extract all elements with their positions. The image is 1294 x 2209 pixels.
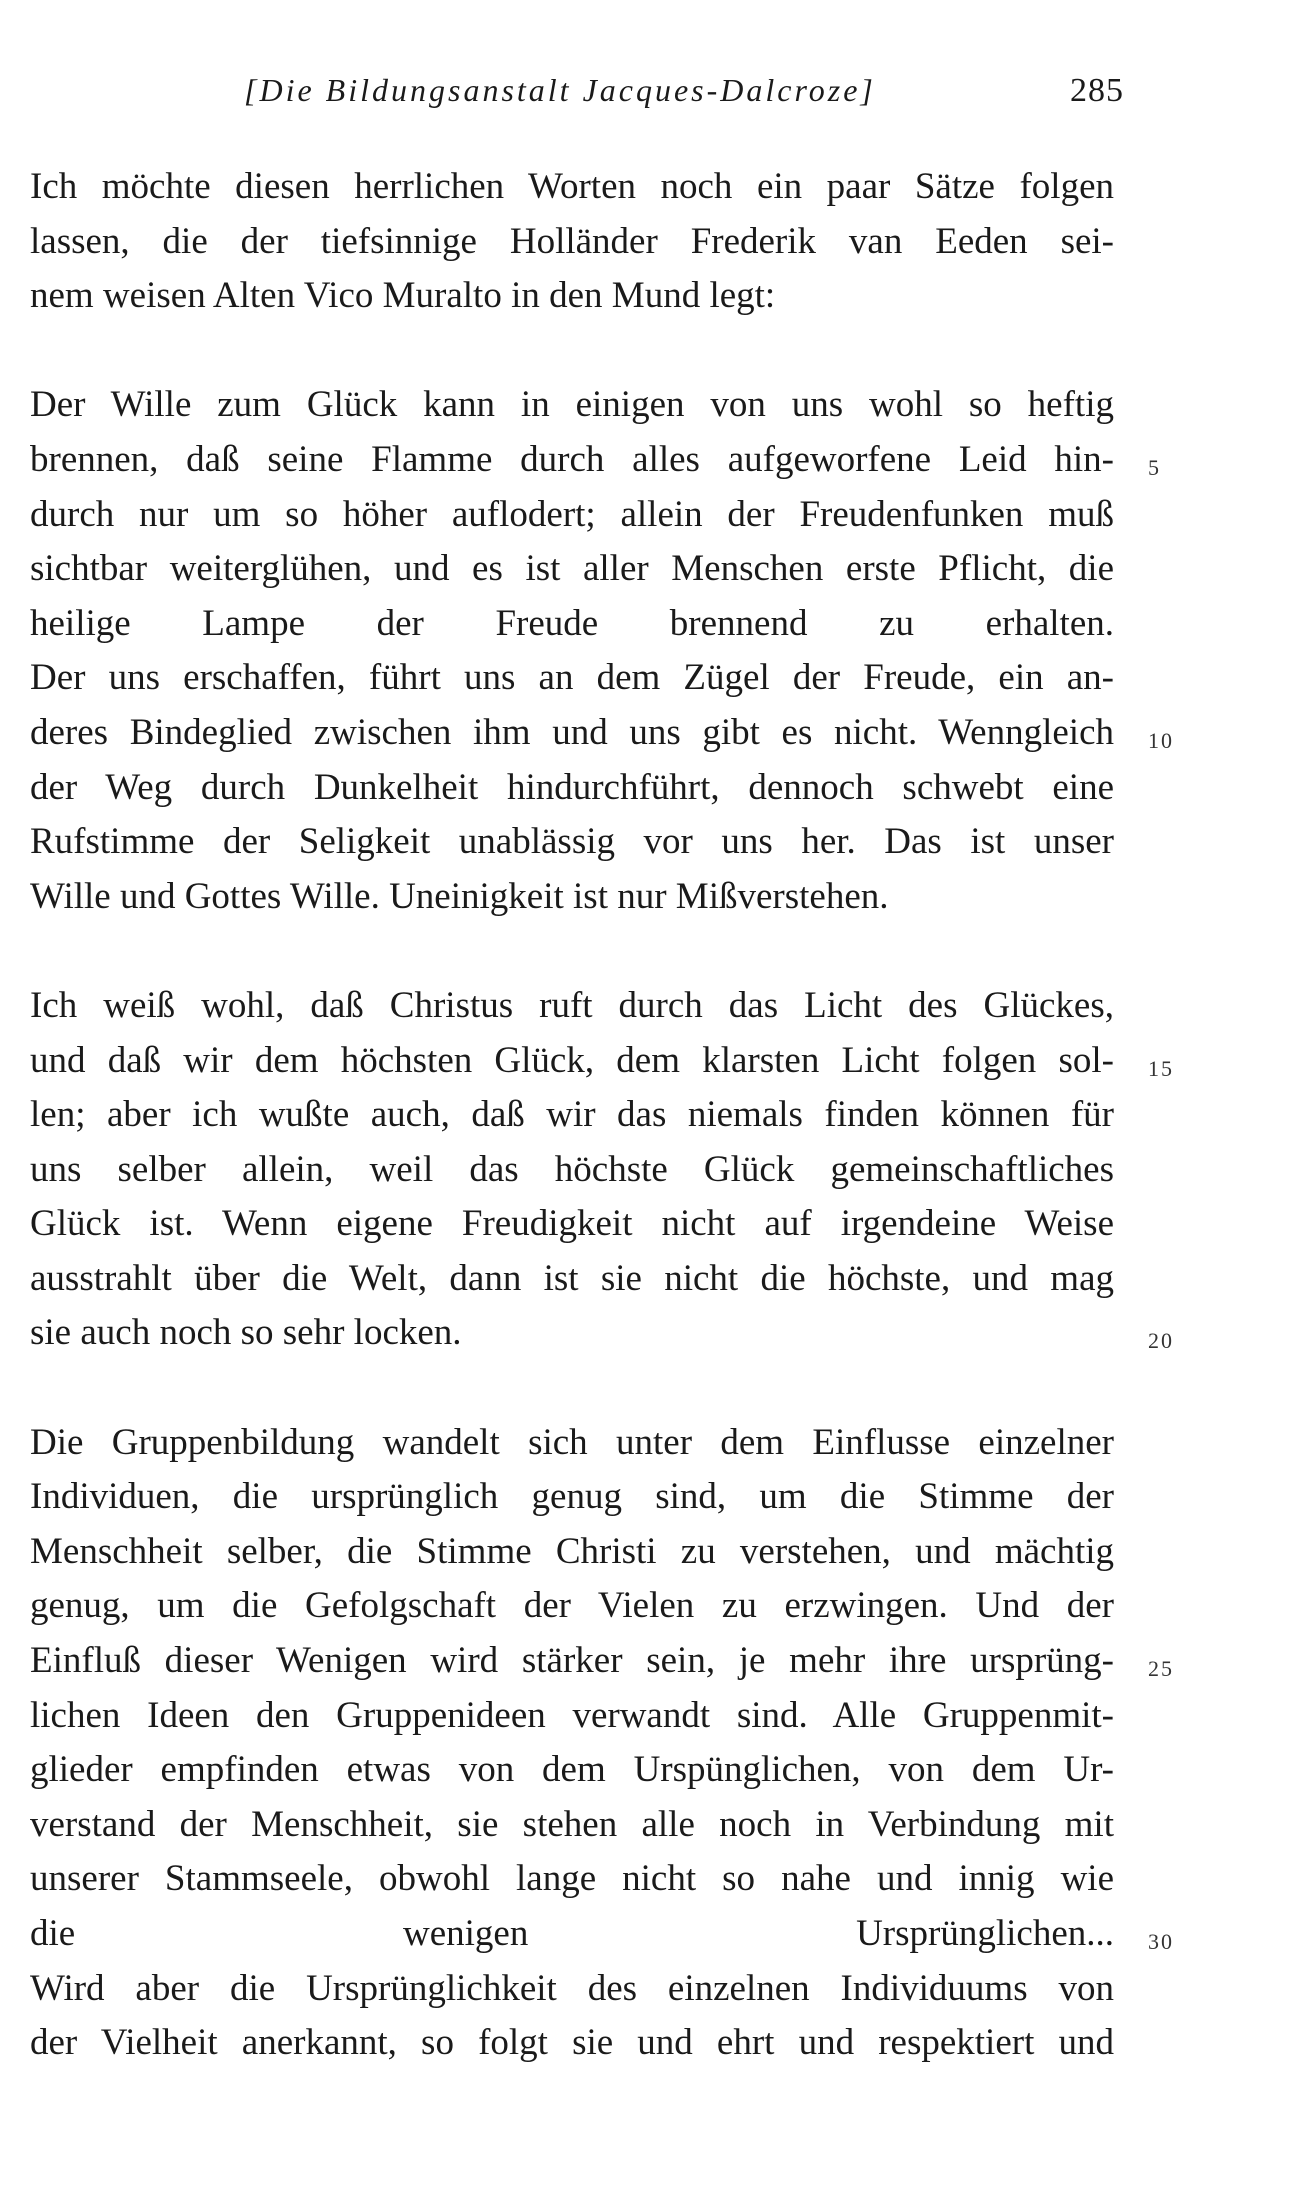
line-text: Individuen, die ursprünglich genug sind, um die Stimme der [30, 1476, 1114, 1518]
line-text: uns selber allein, weil das höchste Glück gemeinschaftliches [30, 1148, 1114, 1190]
line-text: Der Wille zum Glück kann in einigen von uns wohl so heftig [30, 384, 1114, 426]
text-line [30, 1852, 1114, 1907]
text-line [30, 378, 1114, 433]
paragraph [30, 1416, 1174, 2071]
text-line [30, 1962, 1114, 2017]
line-text: Wird aber die Ursprünglichkeit des einzelnen Individuums von [30, 1967, 1114, 2009]
line-text: durch nur um so höher auflodert; allein der Freudenfunken muß [30, 493, 1114, 535]
text-line [30, 761, 1114, 816]
text-line [30, 433, 1161, 488]
text-line [30, 2016, 1114, 2071]
line-text: lichen Ideen den Gruppenideen verwandt sind. Alle Gruppenmit- [30, 1694, 1114, 1736]
line-text: der Vielheit anerkannt, so folgt sie und ehrt und respektiert und [30, 2022, 1114, 2064]
line-text: ausstrahlt über die Welt, dann ist sie nicht die höchste, und mag [30, 1257, 1114, 1299]
text-line [30, 1306, 1174, 1361]
text-line [30, 1143, 1114, 1198]
line-number: 20 [1148, 1328, 1174, 1354]
line-text: Ich weiß wohl, daß Christus ruft durch das Licht des Glückes, [30, 984, 1114, 1026]
text-line [30, 1743, 1114, 1798]
text-line [30, 706, 1174, 761]
line-text: Einfluß dieser Wenigen wird stärker sein, je mehr ihre ursprüng- [30, 1640, 1114, 1682]
line-text: unserer Stammseele, obwohl lange nicht so nahe und innig wie [30, 1858, 1114, 1900]
text-line [30, 651, 1114, 706]
line-text: Wille und Gottes Wille. Uneinigkeit ist nur Mißverstehen. [30, 875, 889, 917]
body-text [30, 160, 1174, 2071]
paragraph-gap [30, 1361, 1114, 1416]
line-text: die wenigen Ursprünglichen... [30, 1913, 1114, 1954]
text-line [30, 1088, 1114, 1143]
line-text: sichtbar weiterglühen, und es ist aller Menschen erste Pflicht, die [30, 548, 1114, 590]
line-text: deres Bindeglied zwischen ihm und uns gibt es nicht. Wenngleich [30, 711, 1114, 753]
line-text: Die Gruppenbildung wandelt sich unter dem Einflusse einzelner [30, 1421, 1114, 1463]
text-line [30, 160, 1114, 215]
line-text: sie auch noch so sehr locken. [30, 1312, 462, 1354]
line-text: der Weg durch Dunkelheit hindurchführt, dennoch schwebt eine [30, 766, 1114, 808]
text-line [30, 1579, 1114, 1634]
text-line [30, 269, 1114, 324]
line-text: heilige Lampe der Freude brennend zu erhalten. [30, 602, 1114, 644]
text-line [30, 542, 1114, 597]
text-line [30, 1634, 1174, 1689]
line-text: brennen, daß seine Flamme durch alles aufgeworfene Leid hin- [30, 438, 1114, 480]
line-number: 15 [1148, 1055, 1174, 1081]
line-text: glieder empfinden etwas von dem Urspünglichen, von dem Ur- [30, 1749, 1114, 1791]
text-line [30, 1689, 1114, 1744]
line-text: Rufstimme der Seligkeit unablässig vor uns her. Das ist unser [30, 821, 1114, 863]
text-line [30, 1252, 1114, 1307]
text-line [30, 1798, 1114, 1853]
paragraph-gap [30, 324, 1114, 379]
line-number: 30 [1148, 1929, 1174, 1954]
text-line [30, 979, 1114, 1034]
text-line [30, 1197, 1114, 1252]
line-text: Der uns erschaffen, führt uns an dem Zügel der Freude, ein an- [30, 657, 1114, 699]
line-text: lassen, die der tiefsinnige Holländer Frederik van Eeden sei- [30, 220, 1114, 262]
text-line [30, 215, 1114, 270]
line-text: genug, um die Gefolgschaft der Vielen zu erzwingen. Und der [30, 1585, 1114, 1627]
line-text: nem weisen Alten Vico Muralto in den Mund legt: [30, 275, 776, 317]
line-text: und daß wir dem höchsten Glück, dem klarsten Licht folgen sol- [30, 1039, 1114, 1081]
paragraph [30, 160, 1114, 324]
line-number: 5 [1148, 454, 1161, 480]
line-text: Glück ist. Wenn eigene Freudigkeit nicht auf irgendeine Weise [30, 1203, 1114, 1245]
running-title: [Die Bildungsanstalt Jacques-Dalcroze] [244, 72, 876, 108]
text-line [30, 1525, 1114, 1580]
text-line [30, 1470, 1114, 1525]
line-text: Ich möchte diesen herrlichen Worten noch ein paar Sätze folgen [30, 166, 1114, 207]
text-line [30, 815, 1114, 870]
paragraph-gap [30, 924, 1114, 979]
line-number: 25 [1148, 1656, 1174, 1682]
text-line [30, 1416, 1114, 1471]
text-line [30, 870, 1114, 925]
line-number: 10 [1148, 727, 1174, 753]
running-header [244, 72, 1124, 122]
text-line [30, 1907, 1174, 1962]
text-line [30, 488, 1114, 543]
line-text: verstand der Menschheit, sie stehen alle noch in Verbindung mit [30, 1803, 1114, 1845]
page-number: 285 [1070, 72, 1124, 109]
paragraph [30, 979, 1174, 1361]
paragraph [30, 378, 1174, 924]
line-text: len; aber ich wußte auch, daß wir das niemals finden können für [30, 1094, 1114, 1136]
text-line [30, 1034, 1174, 1089]
text-line [30, 597, 1114, 652]
line-text: Menschheit selber, die Stimme Christi zu verstehen, und mächtig [30, 1530, 1114, 1572]
